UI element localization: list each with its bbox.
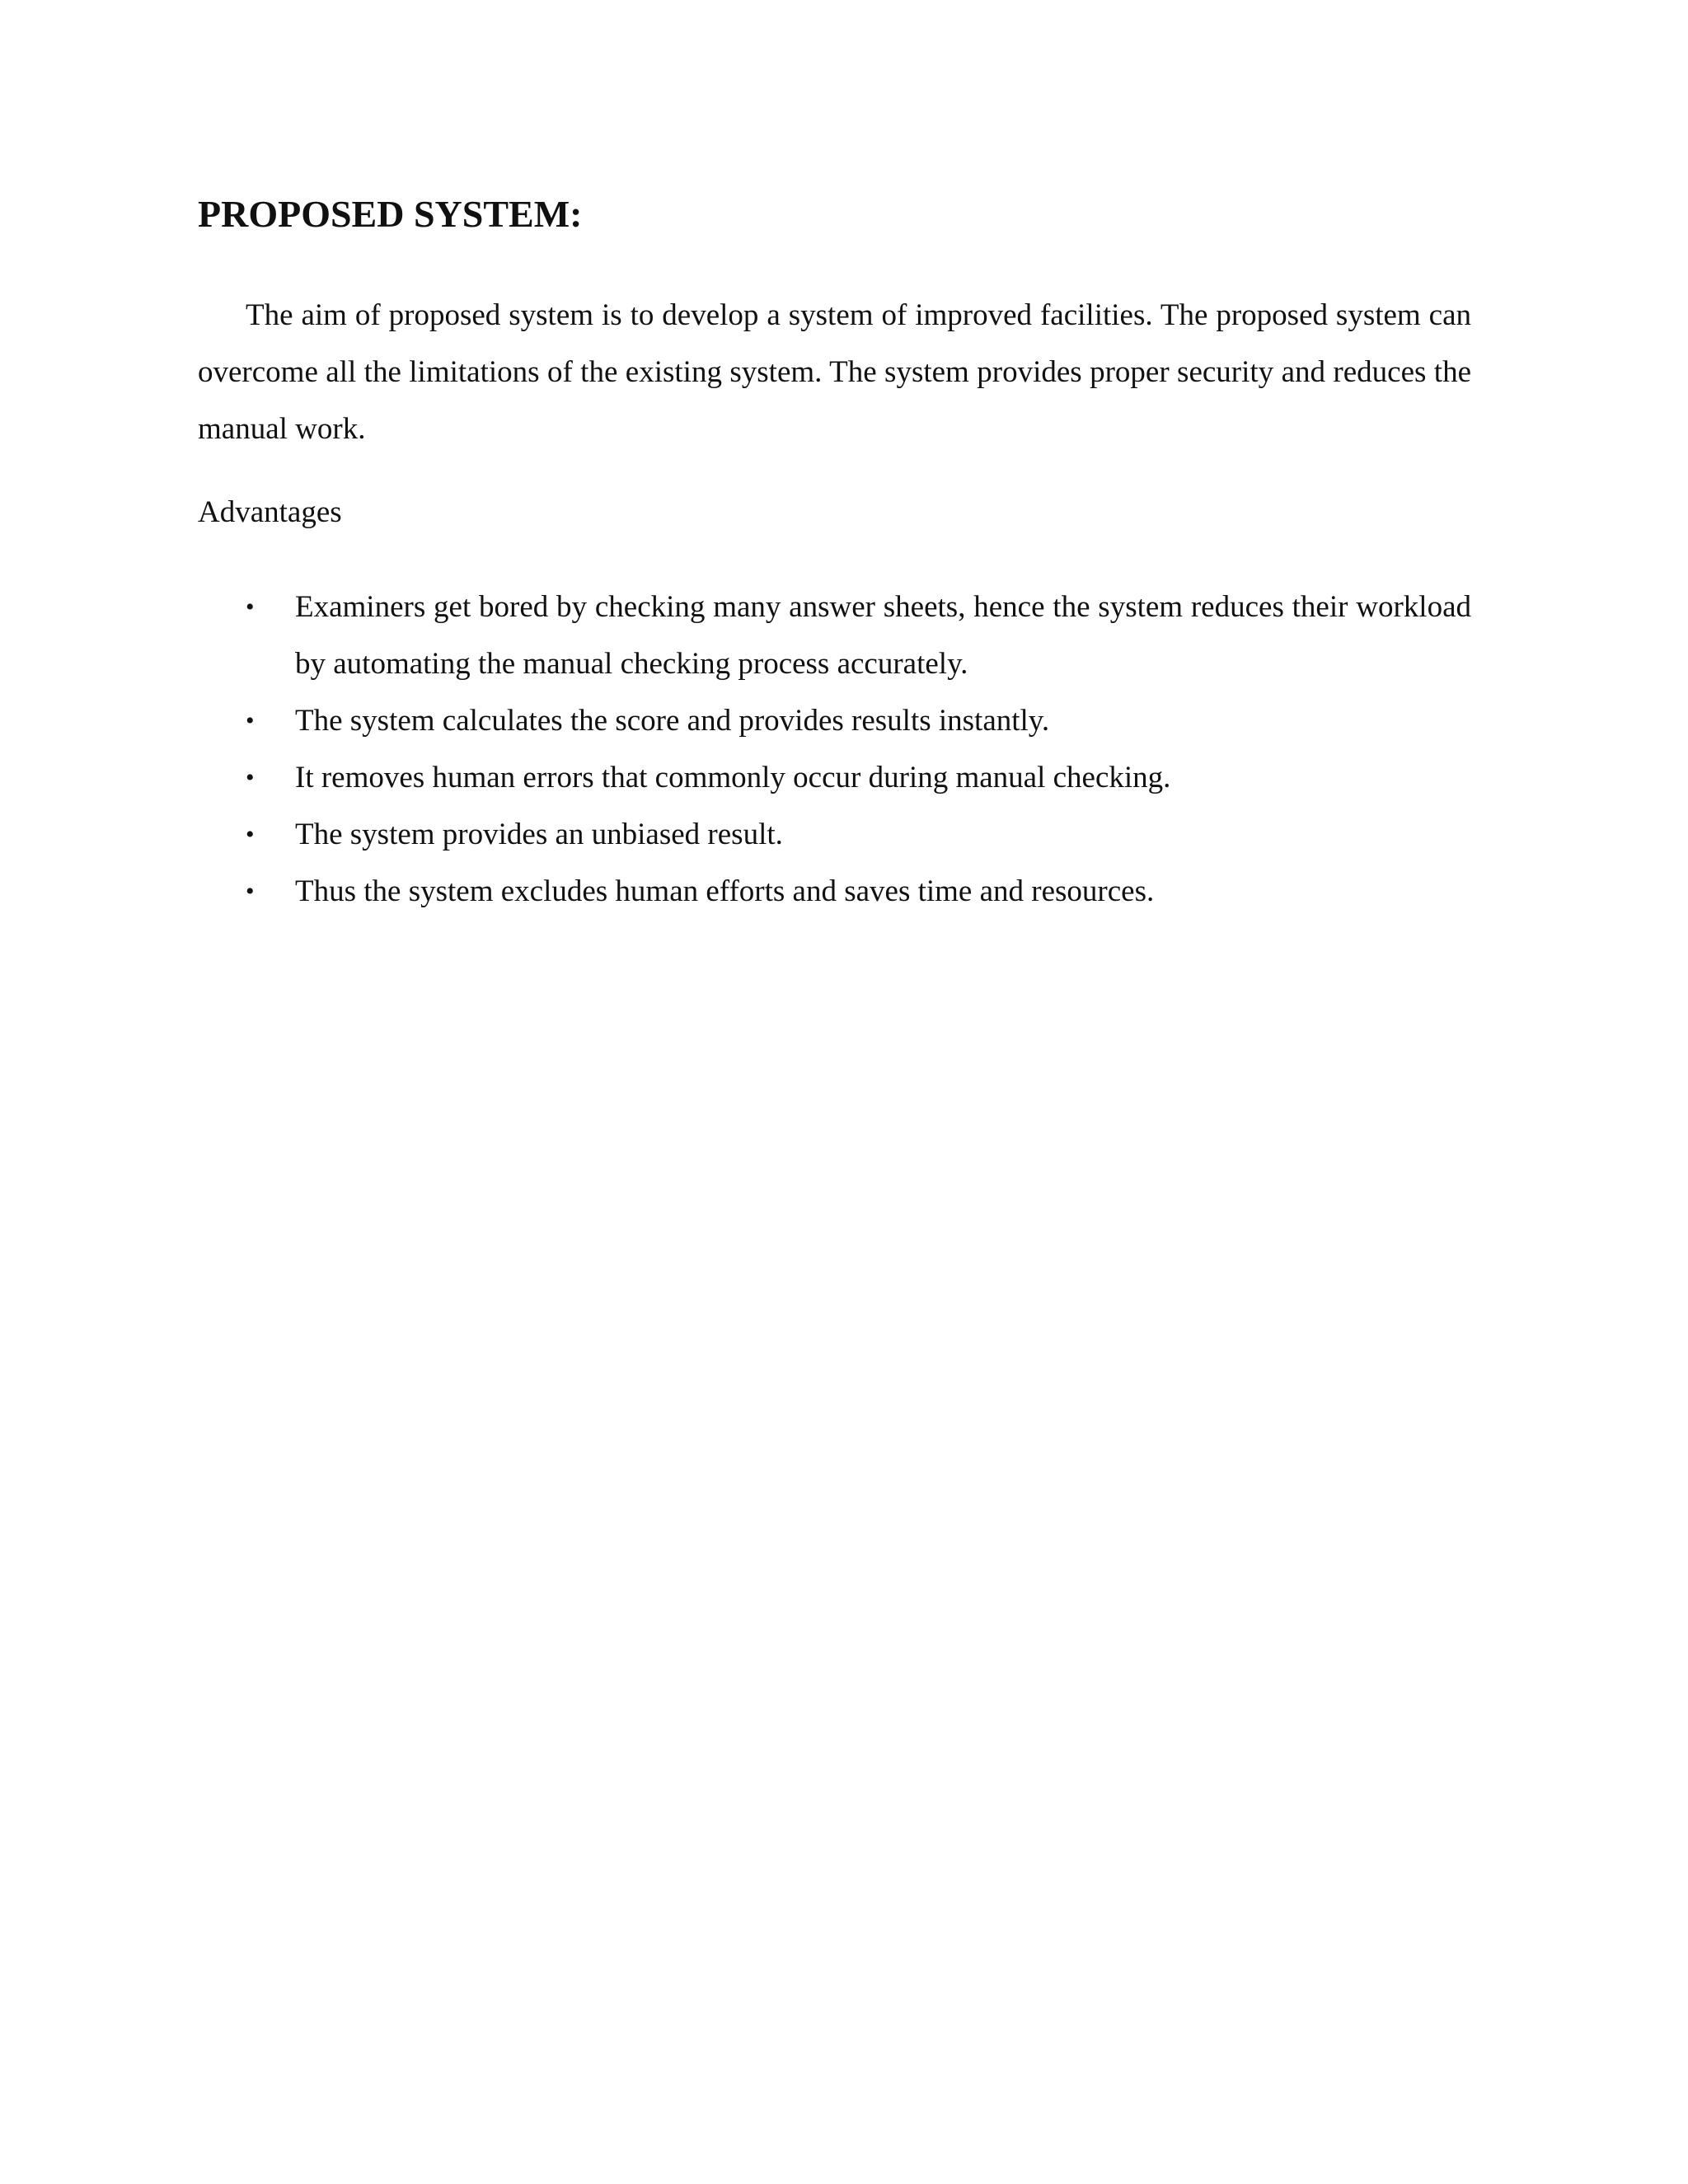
advantage-text: Thus the system excludes human efforts and saves time and resources.: [295, 874, 1155, 908]
bullet-icon: •: [246, 764, 255, 791]
bullet-icon: •: [246, 593, 255, 621]
bullet-icon: •: [246, 707, 255, 734]
advantage-text: The system provides an unbiased result.: [295, 818, 783, 851]
advantages-list: [198, 579, 1471, 920]
page-content: [198, 191, 1471, 920]
advantage-text: It removes human errors that commonly occur during manual checking.: [295, 761, 1171, 794]
advantage-text: Examiners get bored by checking many answer sheets, hence the system reduces their workload by automating the manual checking process accurately.: [295, 590, 1471, 681]
list-item: [198, 863, 1471, 920]
advantages-heading: Advantages: [198, 495, 342, 529]
list-item: [198, 749, 1471, 806]
list-item: [198, 806, 1471, 863]
intro-paragraph: The aim of proposed system is to develop a system of improved facilities. The proposed system can overcome all the limitations of the existing system. The system provides proper security and reduces the manual work.: [198, 298, 1471, 446]
bullet-icon: •: [246, 878, 255, 905]
page-title: PROPOSED SYSTEM:: [198, 193, 583, 235]
advantage-text: The system calculates the score and provides results instantly.: [295, 704, 1050, 738]
list-item: [198, 579, 1471, 692]
bullet-icon: •: [246, 821, 255, 848]
list-item: [198, 692, 1471, 749]
